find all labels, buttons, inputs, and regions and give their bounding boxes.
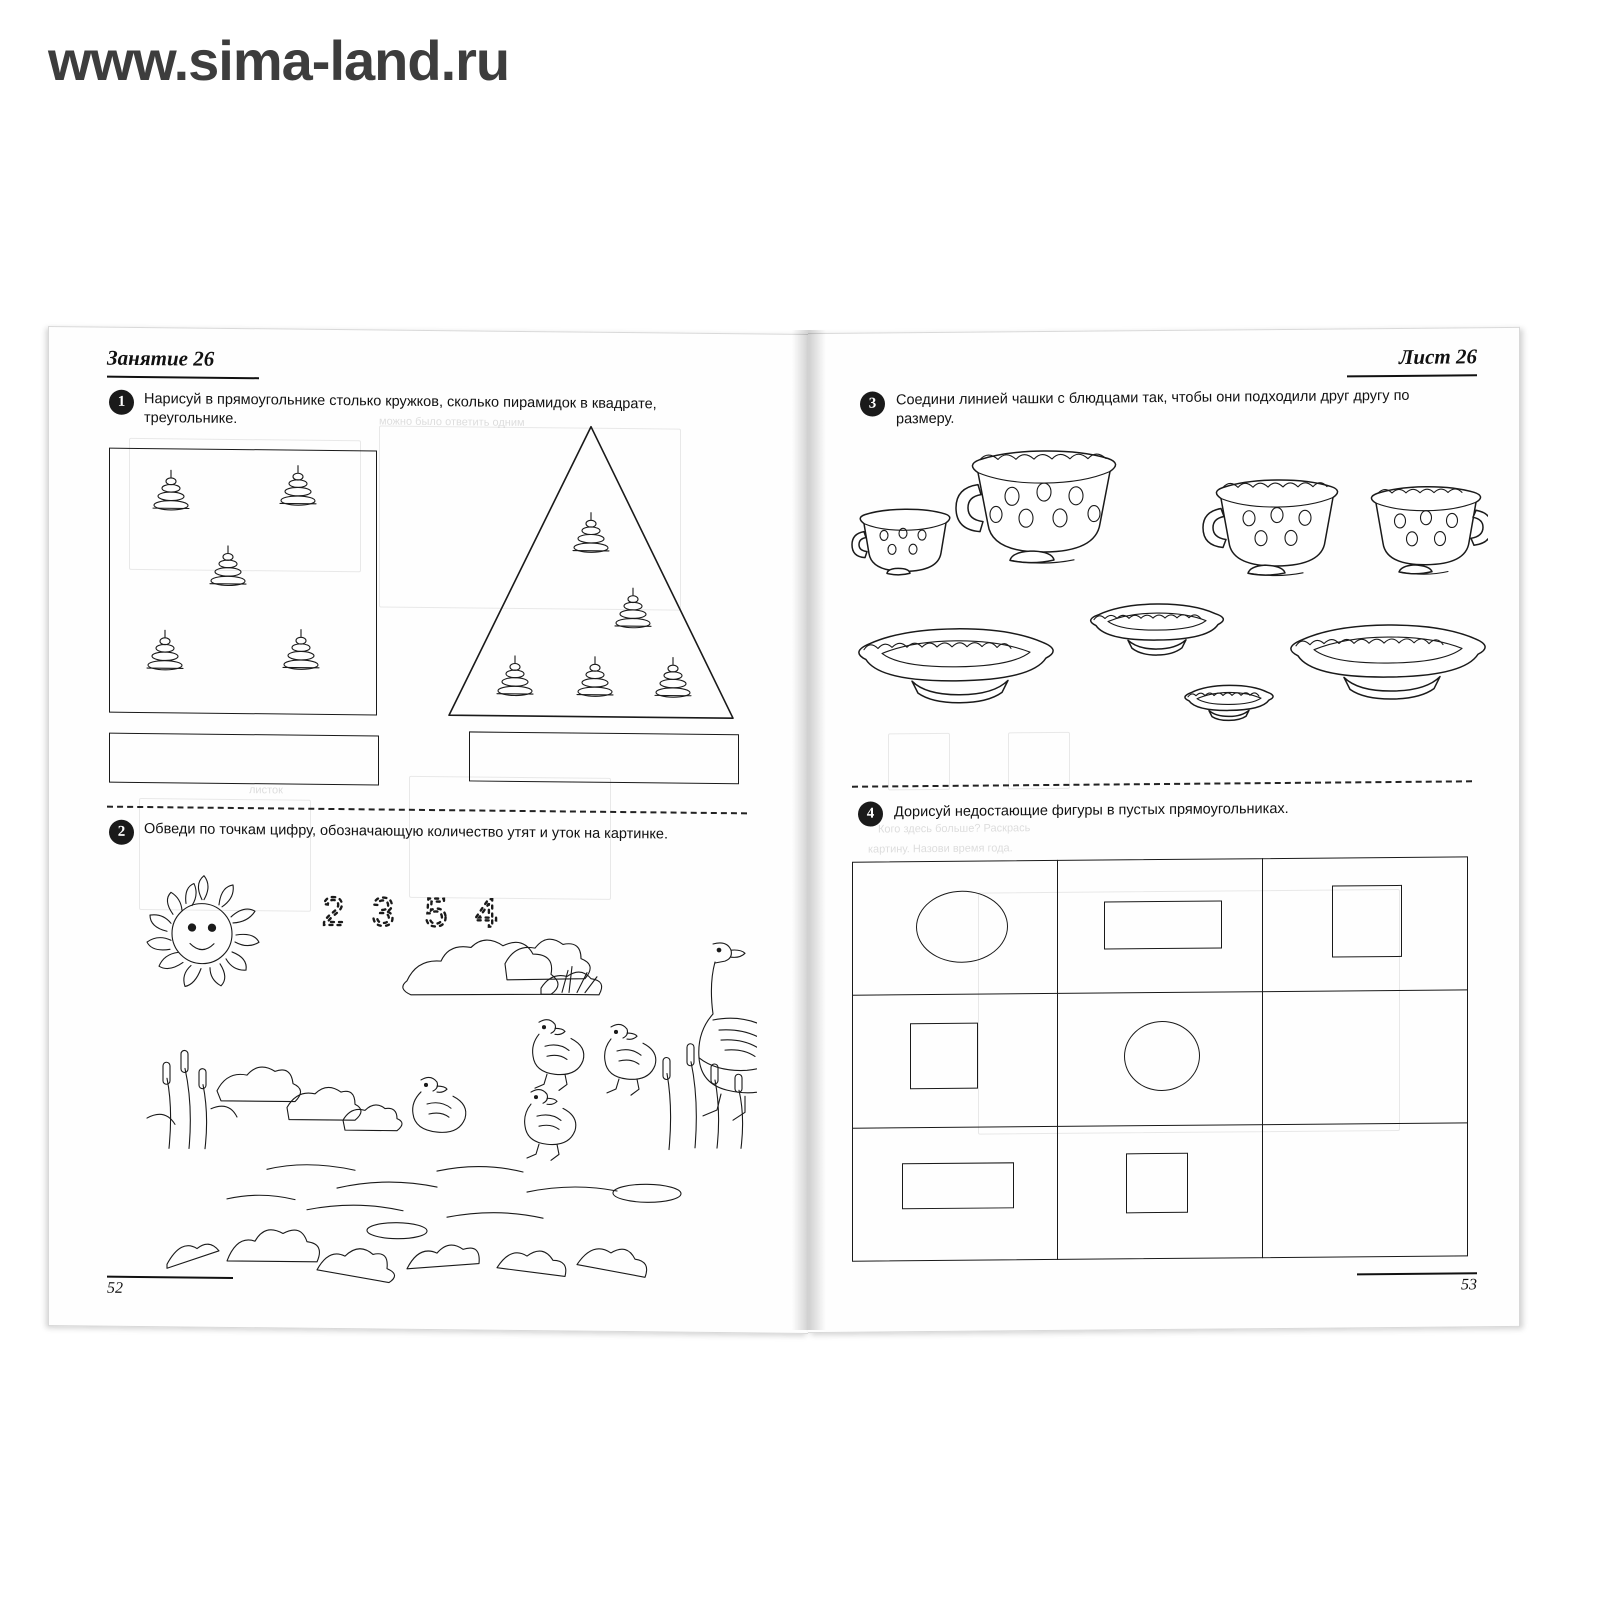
grid-cell-1-0-square [910,1023,978,1090]
grid-cell-2-0-rectangle [902,1162,1014,1209]
task-4-badge: 4 [858,801,883,826]
right-page-number: 53 [1461,1276,1477,1294]
left-header-rule [107,376,259,380]
task-4-grid-vline-2 [1262,858,1263,1258]
task-1-badge: 1 [109,390,134,415]
task-2-badge: 2 [109,820,134,845]
right-page [808,327,1520,1333]
left-page [48,326,808,1334]
task-1-answer-box-right[interactable] [469,731,739,784]
ghost-text-a: можно было ответить одним [379,415,525,430]
right-page-content [808,328,1519,1332]
task-4-text: Дорисуй недостающие фигуры в пустых прямоугольниках. [894,800,1289,821]
left-page-number: 52 [107,1279,123,1297]
task-1-answer-box-left[interactable] [109,733,379,786]
book-spine-shadow [792,330,826,1330]
grid-cell-0-1-rectangle [1104,900,1222,949]
open-book [40,330,1520,1340]
task-3-cups-and-saucers [848,436,1488,772]
right-header-rule [1347,374,1477,377]
ghost-text-d: картину. Назови время года. [868,842,1013,856]
right-footer-rule [1357,1272,1477,1275]
task-1-square-pyramids [109,448,377,716]
task-1-text: Нарисуй в прямоугольнике столько кружков, сколько пирамидок в квадрате, треугольнике. [144,391,657,427]
grid-cell-2-1-rectangle [1126,1153,1188,1214]
grid-cell-1-1-circle [1124,1021,1200,1092]
grid-cell-0-2-square [1332,885,1402,958]
site-watermark: www.sima-land.ru [48,29,510,92]
task-3-badge: 3 [860,391,885,416]
task-4-grid-vline-1 [1057,860,1058,1260]
left-page-content [49,327,808,1333]
task-1-triangle [441,419,741,724]
left-page-title: Занятие 26 [107,345,215,371]
ghost-text-b: листок [249,784,283,797]
ghost-text-c: Кого здесь больше? Раскрась [878,822,1031,836]
grid-cell-2-2-empty[interactable] [1266,1126,1464,1254]
task-3-text: Соедини линией чашки с блюдцами так, чтобы они подходили друг другу по размеру. [896,387,1410,427]
svg-text:3: 3 [372,890,395,935]
svg-text:5: 5 [425,890,448,936]
task-2-scene [107,868,757,1295]
task-2-text: Обведи по точкам цифру, обозначающую количество утят и уток на картинке. [144,821,668,843]
right-page-title: Лист 26 [1399,344,1477,369]
svg-text:4: 4 [475,891,498,936]
svg-text:2: 2 [322,889,345,935]
grid-cell-1-2-empty[interactable] [1266,993,1464,1121]
